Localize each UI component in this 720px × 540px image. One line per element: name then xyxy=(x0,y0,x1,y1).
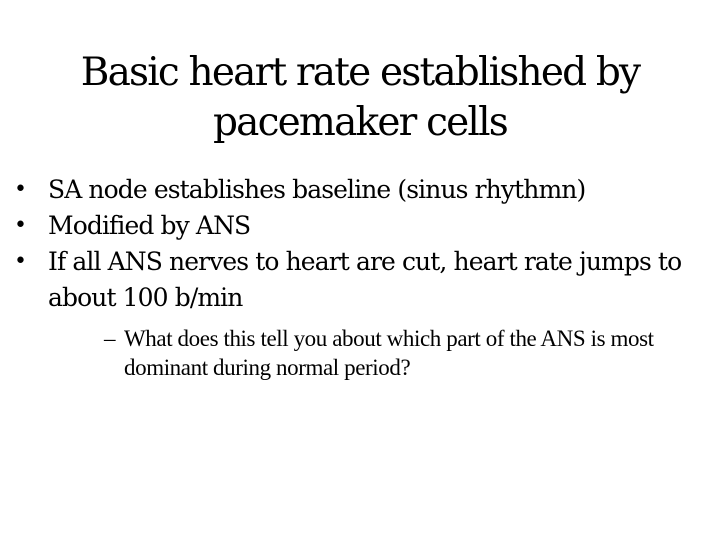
bullet-item-nerves-cut xyxy=(14,244,714,382)
sub-bullet-marker: – xyxy=(104,326,116,351)
bullet-item-sa-node xyxy=(14,172,714,208)
bullet-text: SA node establishes baseline (sinus rhythmn) xyxy=(48,175,586,204)
bullet-marker: • xyxy=(14,249,27,274)
bullet-text: Modified by ANS xyxy=(48,211,251,240)
sub-bullet-question xyxy=(104,324,714,382)
slide-title-line-2: pacemaker cells xyxy=(212,99,507,145)
bullet-text: If all ANS nerves to heart are cut, heart rate jumps to about 100 b/min xyxy=(48,247,682,312)
bullet-item-modified-by-ans xyxy=(14,208,714,244)
sub-bullet-text: What does this tell you about which part of the ANS is most dominant during normal period? xyxy=(124,326,654,380)
bullet-marker: • xyxy=(14,213,27,238)
slide-title-line-1: Basic heart rate established by xyxy=(80,50,640,95)
bullet-list xyxy=(14,172,714,382)
slide-title xyxy=(20,48,700,148)
bullet-marker: • xyxy=(14,177,27,202)
